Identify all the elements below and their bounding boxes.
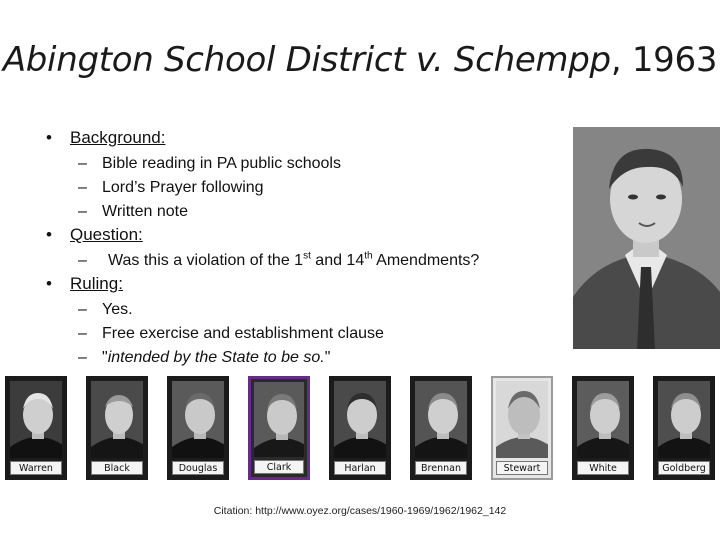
justice-name: Goldberg xyxy=(658,461,710,475)
justice-photo xyxy=(577,381,629,458)
justice-name: White xyxy=(577,461,629,475)
justice-card-stewart xyxy=(491,376,553,480)
justice-name: Douglas xyxy=(172,461,224,475)
sub-bullet: – Bible reading in PA public schools xyxy=(78,155,341,172)
sub-bullet: – Written note xyxy=(78,203,188,220)
justice-card-brennan xyxy=(410,376,472,480)
justice-card-harlan xyxy=(329,376,391,480)
sub-bullet-quote: – "intended by the State to be so." xyxy=(78,349,331,366)
justice-photo xyxy=(10,381,62,458)
justice-name: Clark xyxy=(254,460,304,474)
justice-photo xyxy=(91,381,143,458)
justice-name: Stewart xyxy=(496,461,548,475)
justice-name: Warren xyxy=(10,461,62,475)
case-name: Abington School District v. Schempp xyxy=(2,40,611,80)
justice-photo xyxy=(254,382,304,457)
justice-card-black xyxy=(86,376,148,480)
justice-name: Black xyxy=(91,461,143,475)
sub-bullet: – Yes. xyxy=(78,301,133,318)
heading-ruling: Ruling: xyxy=(70,274,123,293)
justice-photo xyxy=(334,381,386,458)
bullet-background: • Background: xyxy=(46,128,166,147)
justice-photo xyxy=(658,381,710,458)
slide-title xyxy=(0,40,720,80)
case-year: , 1963 xyxy=(610,40,718,80)
sub-bullet: – Free exercise and establishment clause xyxy=(78,325,384,342)
justice-card-goldberg xyxy=(653,376,715,480)
justice-card-warren xyxy=(5,376,67,480)
heading-background: Background: xyxy=(70,128,166,147)
bullet-ruling: • Ruling: xyxy=(46,274,123,293)
justice-card-clark xyxy=(248,376,310,480)
sub-bullet: – Lord’s Prayer following xyxy=(78,179,264,196)
justice-photo xyxy=(172,381,224,458)
student-portrait-photo xyxy=(573,127,720,349)
justice-card-douglas xyxy=(167,376,229,480)
sub-bullet-question: – Was this a violation of the 1st and 14th Amendments? xyxy=(78,250,480,269)
bullet-question: • Question: xyxy=(46,225,143,244)
justice-card-white xyxy=(572,376,634,480)
bullet-list xyxy=(46,127,566,370)
justice-name: Harlan xyxy=(334,461,386,475)
justice-name: Brennan xyxy=(415,461,467,475)
justice-photo xyxy=(415,381,467,458)
justice-photo xyxy=(496,381,548,458)
justices-row xyxy=(5,376,720,486)
heading-question: Question: xyxy=(70,225,143,244)
citation-text: Citation: http://www.oyez.org/cases/1960-1969/1962/1962_142 xyxy=(213,505,507,517)
